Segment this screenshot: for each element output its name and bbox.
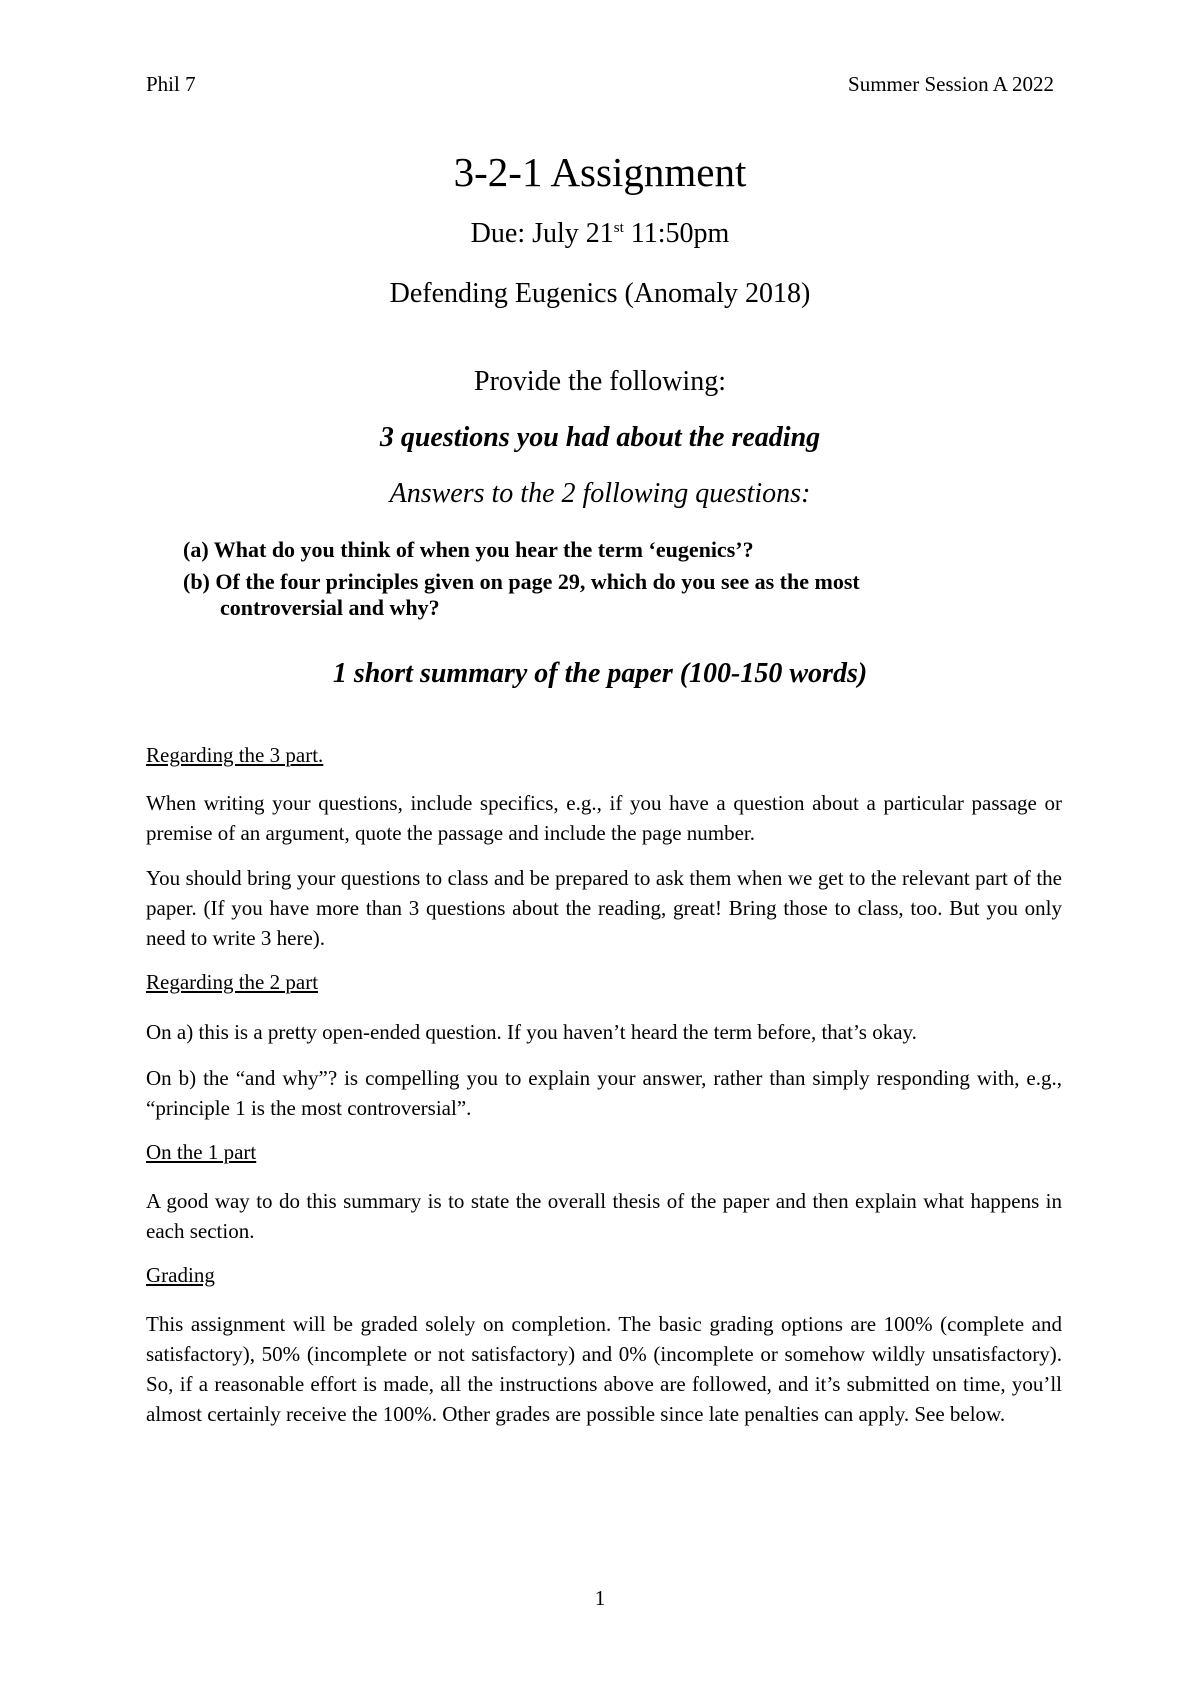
- one-paragraph-1: A good way to do this summary is to state the overall thesis of the paper and then explain what happens in each section.: [146, 1189, 1062, 1243]
- header-course: Phil 7: [146, 72, 196, 96]
- question-b-line2: controversial and why?: [220, 595, 440, 620]
- question-b: [183, 569, 1062, 621]
- due-ordinal: st: [613, 220, 624, 236]
- page-title: 3-2-1 Assignment: [453, 149, 747, 195]
- grading-paragraph: This assignment will be graded solely on completion. The basic grading options are 100% (complete and satisfactory), 50% (incomplete or not satisfactory) and 0% (incomplete or somehow wildly unsatisfactory). So, if a reasonable effort is made, all the instructions above are followed, and it’s submitted on time, you’ll almost certainly receive the 100%. Other grades are possible since late penalties can apply. See below.: [146, 1312, 1062, 1426]
- section-heading-grading: Grading: [146, 1263, 215, 1287]
- three-questions-label: 3 questions you had about the reading: [379, 422, 821, 453]
- section-heading-three: Regarding the 3 part.: [146, 743, 324, 767]
- reading-title: Defending Eugenics (Anomaly 2018): [389, 278, 811, 309]
- two-answers-label: Answers to the 2 following questions:: [389, 478, 811, 509]
- question-a: (a) What do you think of when you hear the term ‘eugenics’?: [183, 537, 754, 562]
- due-date: [0, 218, 1200, 250]
- question-b-line1: (b) Of the four principles given on page 29, which do you see as the most: [183, 569, 860, 594]
- due-prefix: Due: July 21: [470, 218, 614, 249]
- one-summary-label: 1 short summary of the paper (100-150 words): [332, 658, 868, 689]
- header-session: Summer Session A 2022: [848, 72, 1054, 96]
- page-number: 1: [594, 1586, 606, 1610]
- two-paragraph-2: On b) the “and why”? is compelling you to explain your answer, rather than simply responding with, e.g., “principle 1 is the most controversial”.: [146, 1066, 1062, 1120]
- due-time: 11:50pm: [623, 218, 730, 249]
- section-heading-one: On the 1 part: [146, 1140, 257, 1164]
- section-heading-two: Regarding the 2 part: [146, 970, 319, 994]
- two-paragraph-1: On a) this is a pretty open-ended question. If you haven’t heard the term before, that’s okay.: [146, 1020, 917, 1044]
- provide-heading: Provide the following:: [474, 366, 726, 397]
- three-paragraph-1: When writing your questions, include specifics, e.g., if you have a question about a particular passage or premise of an argument, quote the passage and include the page number.: [146, 791, 1062, 845]
- three-paragraph-2: You should bring your questions to class and be prepared to ask them when we get to the relevant part of the paper. (If you have more than 3 questions about the reading, great! Bring those to class, too. But you only need to write 3 here).: [146, 866, 1062, 950]
